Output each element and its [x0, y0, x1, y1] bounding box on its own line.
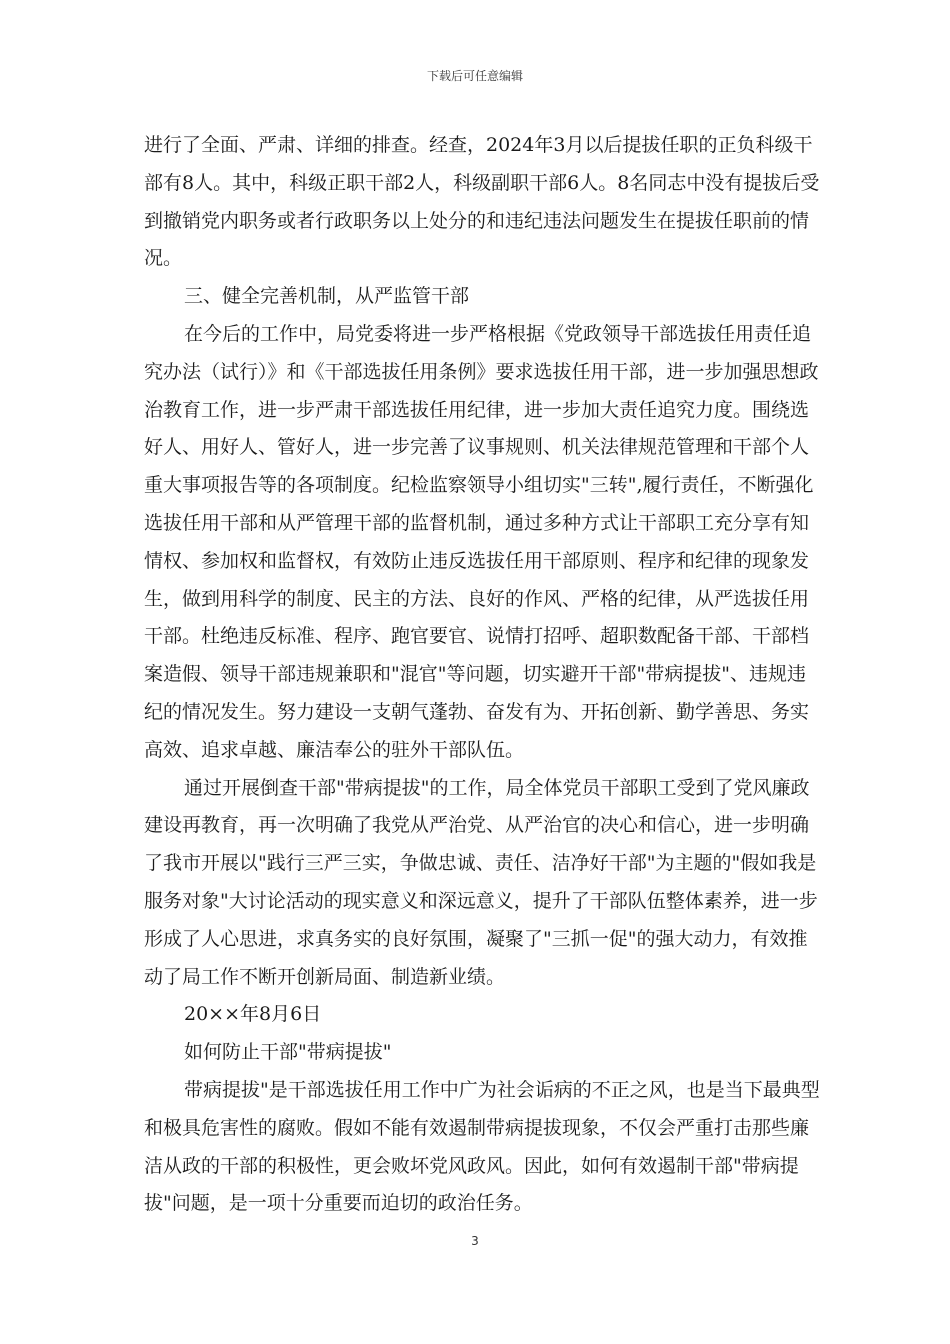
paragraph-outcome: 通过开展倒查干部"带病提拔"的工作，局全体党员干部职工受到了党风廉政建设再教育，再一次明确了我党从严治党、从严治官的决心和信心，进一步明确了我市开展以"践行三严三实，争做忠诚、责任、洁净好干部"为主题的"假如我是服务对象"大讨论活动的现实意义和深远意义，提升了干部队伍整体素养，进一步形成了人心思进，求真务实的良好氛围，凝聚了"三抓一促"的强大动力，有效推动了局工作不断开创新局面、制造新业绩。: [144, 776, 818, 988]
article-title: 如何防止干部"带病提拔": [184, 1041, 392, 1064]
paragraph-investigation-result: 进行了全面、严肃、详细的排查。经查，2024年3月以后提拔任职的正负科级干部有8人。其中，科级正职干部2人，科级副职干部6人。8名同志中没有提拔后受到撤销党内职务或者行政职务以上处分的和违纪违法问题发生在提拔任职前的情况。: [144, 134, 820, 270]
document-body: [144, 127, 824, 1223]
document-date: 20××年8月6日: [184, 1003, 322, 1026]
paragraph-article-intro: 带病提拔"是干部选拔任用工作中广为社会诟病的不正之风，也是当下最典型和极具危害性的腐败。假如不能有效遏制带病提拔现象，不仅会严重打击那些廉洁从政的干部的积极性，更会败坏党风政风。因此，如何有效遏制干部"带病提拔"问题，是一项十分重要而迫切的政治任务。: [144, 1078, 820, 1215]
page-header: 下载后可任意编辑: [426, 69, 523, 83]
section-heading-mechanism: 三、健全完善机制，从严监管干部: [184, 285, 470, 308]
page-number: 3: [471, 1234, 479, 1248]
paragraph-future-work: 在今后的工作中，局党委将进一步严格根据《党政领导干部选拔任用责任追究办法（试行）》和《干部选拔任用条例》要求选拔任用干部，进一步加强思想政治教育工作，进一步严肃干部选拔任用纪律，进一步加大责任追究力度。围绕选好人、用好人、管好人，进一步完善了议事规则、机关法律规范管理和干部个人重大事项报告等的各项制度。纪检监察领导小组切实"三转",履行责任，不断强化选拔任用干部和从严管理干部的监督机制，通过多种方式让干部职工充分享有知情权、参加权和监督权，有效防止违反选拔任用干部原则、程序和纪律的现象发生，做到用科学的制度、民主的方法、良好的作风、严格的纪律，从严选拔任用干部。杜绝违反标准、程序、跑官要官、说情打招呼、超职数配备干部、干部档案造假、领导干部违规兼职和"混官"等问题，切实避开干部"带病提拔"、违规违纪的情况发生。努力建设一支朝气蓬勃、奋发有为、开拓创新、勤学善思、务实高效、追求卓越、廉洁奉公的驻外干部队伍。: [144, 322, 819, 761]
